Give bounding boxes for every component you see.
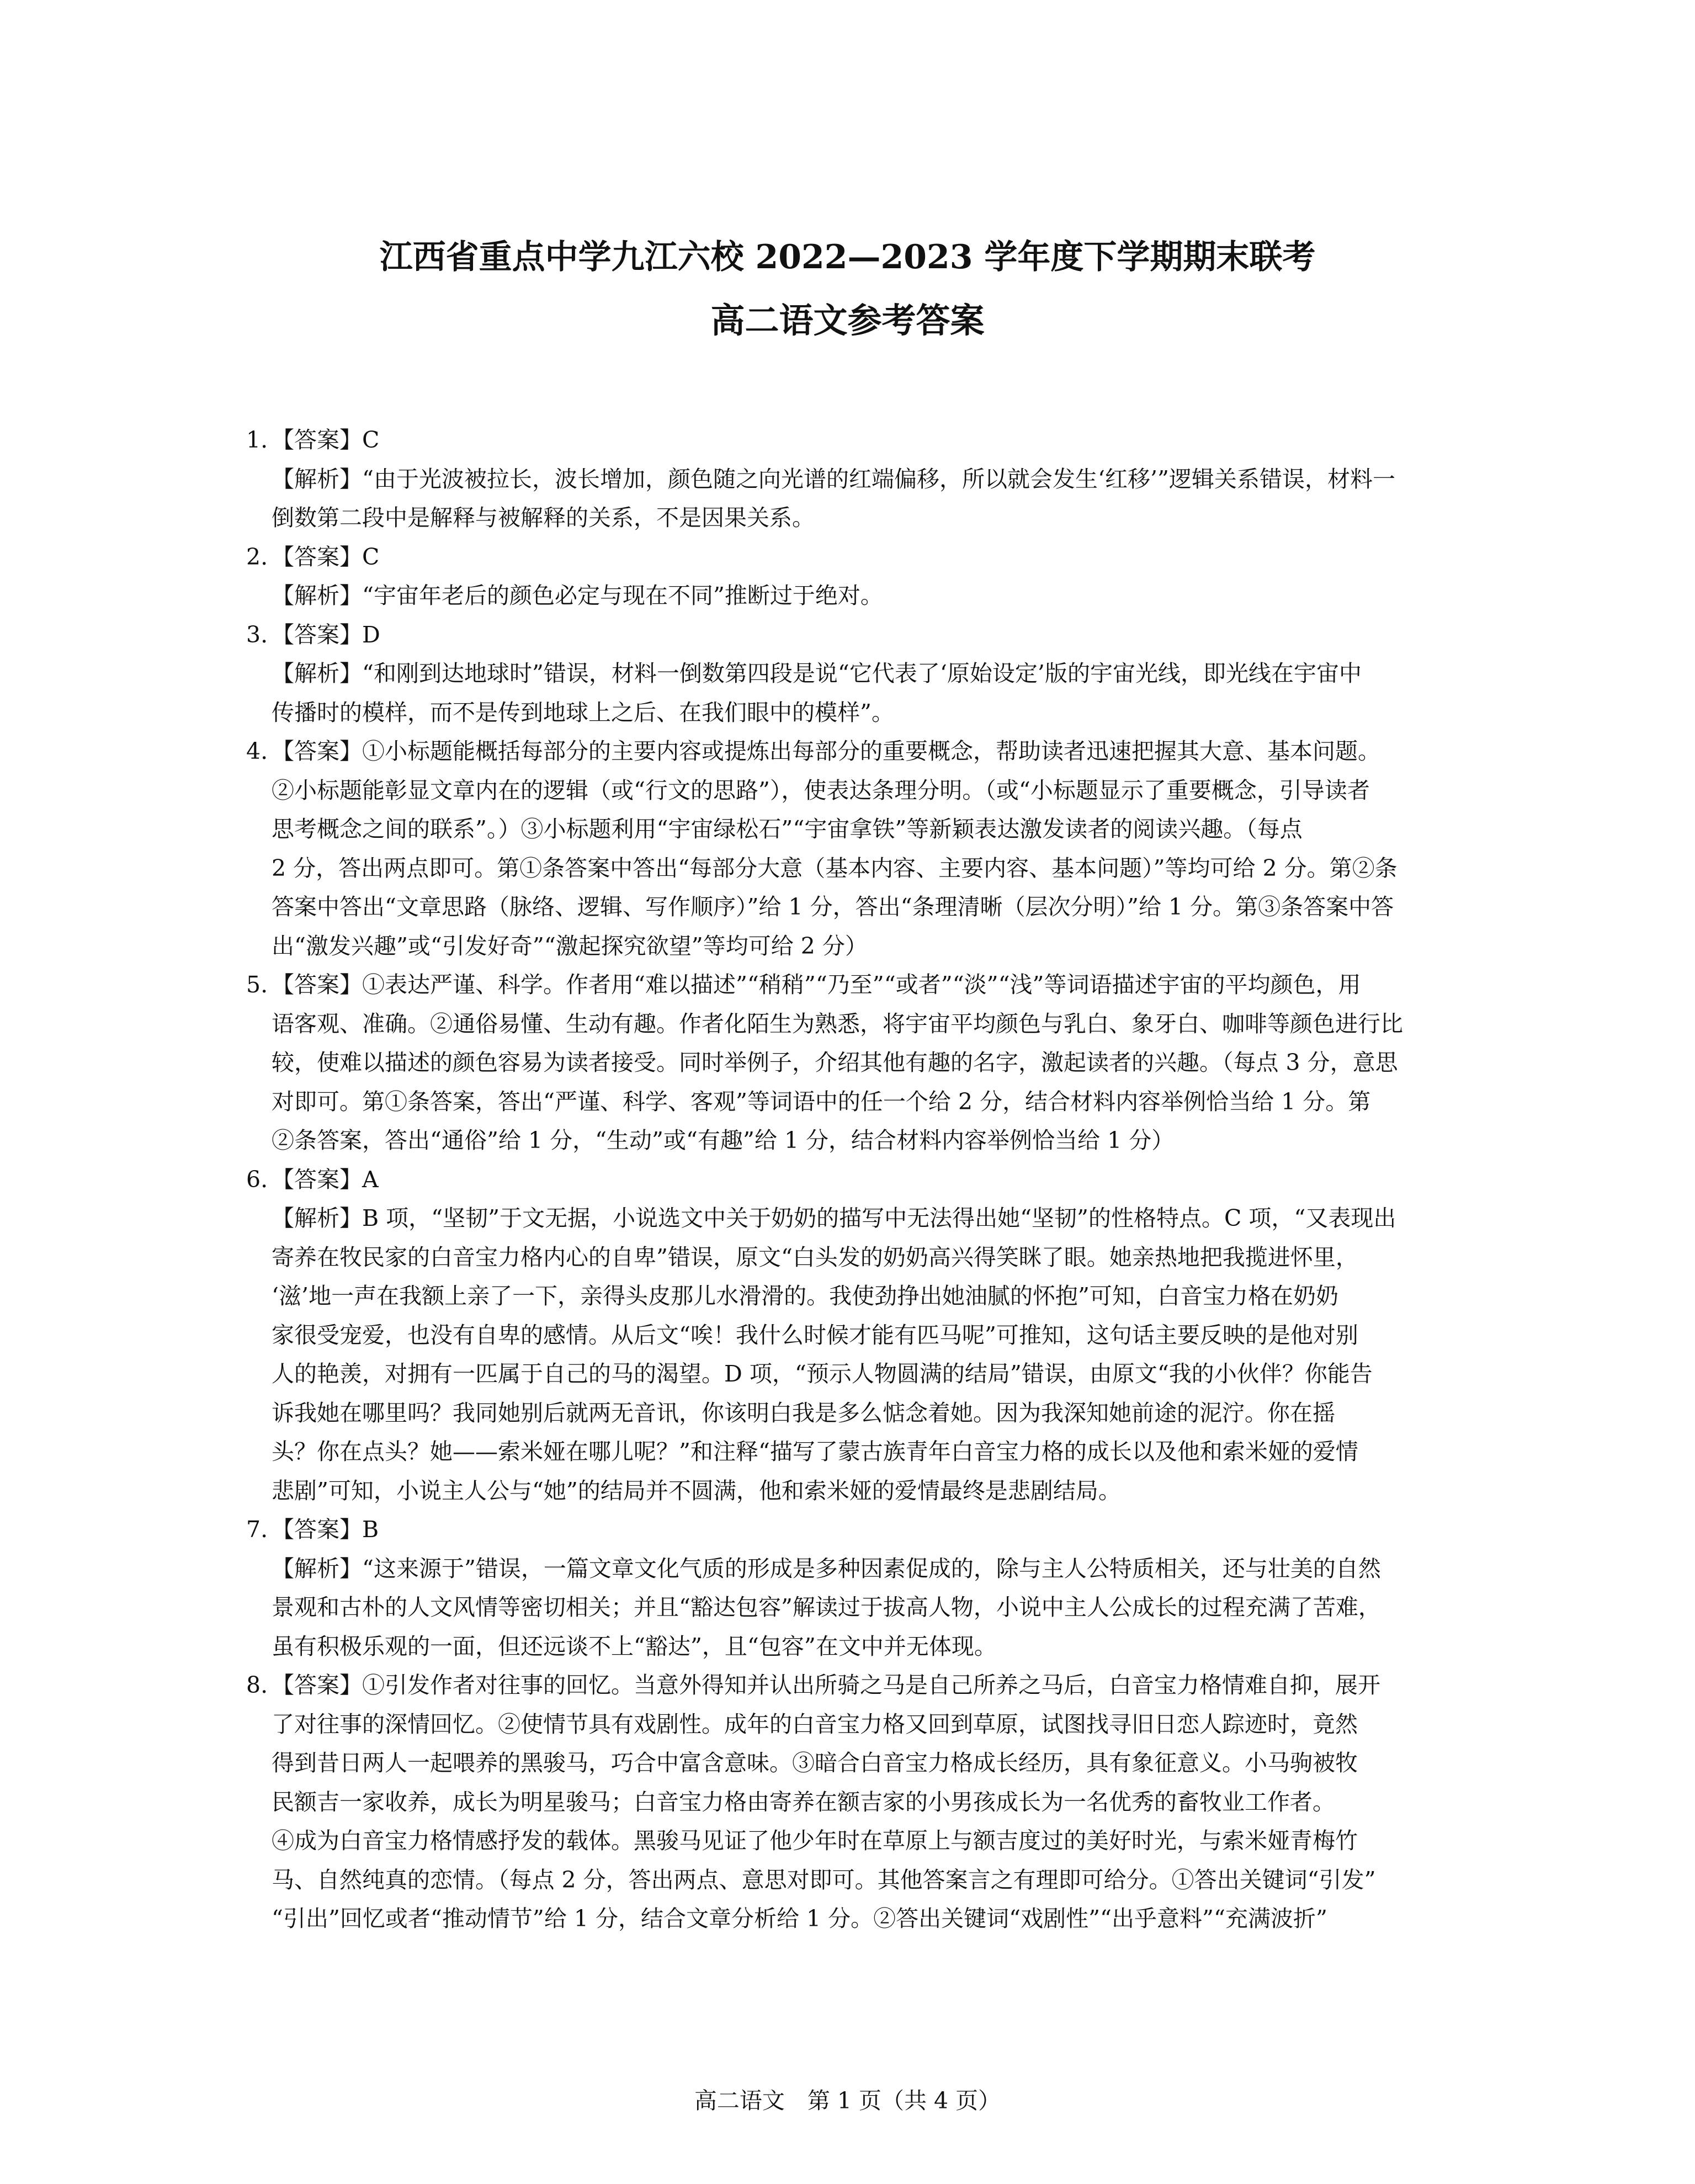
answer-item (246, 538, 1422, 615)
answer-text-line: 【解析】“宇宙年老后的颜色必定与现在不同”推断过于绝对。 (272, 582, 883, 609)
answer-text-line: 头？你在点头？她——索米娅在哪儿呢？”和注释“描写了蒙古族青年白音宝力格的成长以及他和索米娅的爱情 (272, 1438, 1358, 1465)
answer-text-line: 悲剧”可知，小说主人公与“她”的结局并不圆满，他和索米娅的爱情最终是悲剧结局。 (272, 1477, 1121, 1504)
answer-text-line: 【答案】①引发作者对往事的回忆。当意外得知并认出所骑之马是自己所养之马后，白音宝力格情难自抑，展开 (272, 1672, 1380, 1698)
answer-text-line: 答案中答出“文章思路（脉络、逻辑、写作顺序）”给 1 分，答出“条理清晰（层次分明）”给 1 分。第③条答案中答 (272, 894, 1394, 920)
answer-text-line: 传播时的模样，而不是传到地球上之后、在我们眼中的模样”。 (272, 699, 894, 726)
answer-text-line: 【解析】“和刚到达地球时”错误，材料一倒数第四段是说“它代表了‘原始设定’版的宇宙光线，即光线在宇宙中 (272, 660, 1362, 687)
answer-text-line: 民额吉一家收养，成长为明星骏马；白音宝力格由寄养在额吉家的小男孩成长为一名优秀的畜牧业工作者。 (272, 1788, 1335, 1815)
answer-item (246, 1666, 1422, 1938)
answer-text-line: ②小标题能彰显文章内在的逻辑（或“行文的思路”），使表达条理分明。（或“小标题显示了重要概念，引导读者 (272, 777, 1370, 804)
answer-item (246, 1510, 1422, 1666)
answer-text-line: 2 分，答出两点即可。第①条答案中答出“每部分大意（基本内容、主要内容、基本问题）”等均可给 2 分。第②条 (272, 854, 1398, 881)
answer-text-line: 较，使难以描述的颜色容易为读者接受。同时举例子，介绍其他有趣的名字，激起读者的兴趣。（每点 3 分，意思 (272, 1049, 1398, 1076)
answer-item (246, 1160, 1422, 1511)
page-footer: 高二语文 第 1 页（共 4 页） (694, 2087, 1001, 2114)
answer-number: 1. (246, 427, 268, 453)
answer-text-line: ②条答案，答出“通俗”给 1 分，“生动”或“有趣”给 1 分，结合材料内容举例恰当给 1 分） (272, 1127, 1175, 1154)
answer-text-line: 语客观、准确。②通俗易懂、生动有趣。作者化陌生为熟悉，将宇宙平均颜色与乳白、象牙白、咖啡等颜色进行比 (272, 1010, 1403, 1037)
answer-text-line: ④成为白音宝力格情感抒发的载体。黑骏马见证了他少年时在草原上与额吉度过的美好时光，与索米娅青梅竹 (272, 1827, 1358, 1854)
answer-text-line: 【答案】B (272, 1516, 379, 1543)
answer-text-line: 【答案】C (272, 427, 380, 453)
answer-text-line: 诉我她在哪里吗？我同她别后就两无音讯，你该明白我是多么惦念着她。因为我深知她前途的泥泞。你在摇 (272, 1399, 1335, 1426)
answer-text-line: “引出”回忆或者“推动情节”给 1 分，结合文章分析给 1 分。②答出关键词“戏剧性”“出乎意料”“充满波折” (272, 1905, 1327, 1932)
answer-number: 8. (246, 1672, 268, 1698)
answer-text-line: 景观和古朴的人文风情等密切相关；并且“豁达包容”解读过于拔高人物，小说中主人公成长的过程充满了苦难， (272, 1594, 1381, 1620)
answer-text-line: 【答案】C (272, 543, 380, 570)
answer-item (246, 965, 1422, 1160)
answer-text-line: 倒数第二段中是解释与被解释的关系，不是因果关系。 (272, 504, 815, 531)
answer-text-line: 虽有积极乐观的一面，但还远谈不上“豁达”，且“包容”在文中并无体现。 (272, 1633, 997, 1660)
answer-number: 3. (246, 621, 268, 648)
answer-list (246, 421, 1422, 1938)
answer-text-line: 【答案】①表达严谨、科学。作者用“难以描述”“稍稍”“乃至”“或者”“淡”“浅”等词语描述宇宙的平均颜色，用 (272, 971, 1361, 998)
document-title: 江西省重点中学九江六校 2022—2023 学年度下学期期末联考 (379, 238, 1316, 277)
answer-text-line: 【答案】A (272, 1166, 379, 1193)
answer-item (246, 421, 1422, 538)
answer-number: 2. (246, 543, 268, 570)
answer-text-line: 【解析】B 项，“坚韧”于文无据，小说选文中关于奶奶的描写中无法得出她“坚韧”的性格特点。C 项，“又表现出 (272, 1205, 1396, 1231)
answer-text-line: 了对往事的深情回忆。②使情节具有戏剧性。成年的白音宝力格又回到草原，试图找寻旧日恋人踪迹时，竟然 (272, 1710, 1358, 1737)
answer-text-line: ‘滋’地一声在我额上亲了一下，亲得头皮那儿水滑滑的。我使劲挣出她油腻的怀抱”可知，白音宝力格在奶奶 (272, 1283, 1339, 1309)
answer-number: 4. (246, 738, 268, 764)
answer-number: 6. (246, 1166, 268, 1193)
answer-text-line: 家很受宠爱，也没有自卑的感情。从后文“唉！我什么时候才能有匹马呢”可推知，这句话主要反映的是他对别 (272, 1321, 1358, 1348)
answer-number: 7. (246, 1516, 268, 1543)
answer-text-line: 【答案】D (272, 621, 380, 648)
answer-number: 5. (246, 971, 268, 998)
answer-text-line: 【解析】“由于光波被拉长，波长增加，颜色随之向光谱的红端偏移，所以就会发生‘红移’”逻辑关系错误，材料一 (272, 465, 1395, 492)
document-subtitle: 高二语文参考答案 (710, 300, 985, 341)
answer-item (246, 615, 1422, 732)
answer-item (246, 732, 1422, 965)
answer-text-line: 出“激发兴趣”或“引发好奇”“激起探究欲望”等均可给 2 分） (272, 932, 868, 959)
answer-text-line: 得到昔日两人一起喂养的黑骏马，巧合中富含意味。③暗合白音宝力格成长经历，具有象征意义。小马驹被牧 (272, 1750, 1358, 1776)
answer-text-line: 思考概念之间的联系”。）③小标题利用“宇宙绿松石”“宇宙拿铁”等新颖表达激发读者的阅读兴趣。（每点 (272, 816, 1303, 842)
answer-text-line: 【解析】“这来源于”错误，一篇文章文化气质的形成是多种因素促成的，除与主人公特质相关，还与壮美的自然 (272, 1555, 1381, 1582)
answer-text-line: 对即可。第①条答案，答出“严谨、科学、客观”等词语中的任一个给 2 分，结合材料内容举例恰当给 1 分。第 (272, 1088, 1371, 1115)
answer-text-line: 马、自然纯真的恋情。（每点 2 分，答出两点、意思对即可。其他答案言之有理即可给分。①答出关键词“引发” (272, 1866, 1376, 1893)
answer-text-line: 寄养在牧民家的白音宝力格内心的自卑”错误，原文“白头发的奶奶高兴得笑眯了眼。她亲热地把我揽进怀里， (272, 1244, 1358, 1271)
answer-text-line: 人的艳羡，对拥有一匹属于自己的马的渴望。D 项，“预示人物圆满的结局”错误，由原文“我的小伙伴？你能告 (272, 1361, 1373, 1387)
answer-text-line: 【答案】①小标题能概括每部分的主要内容或提炼出每部分的重要概念，帮助读者迅速把握其大意、基本问题。 (272, 738, 1380, 764)
